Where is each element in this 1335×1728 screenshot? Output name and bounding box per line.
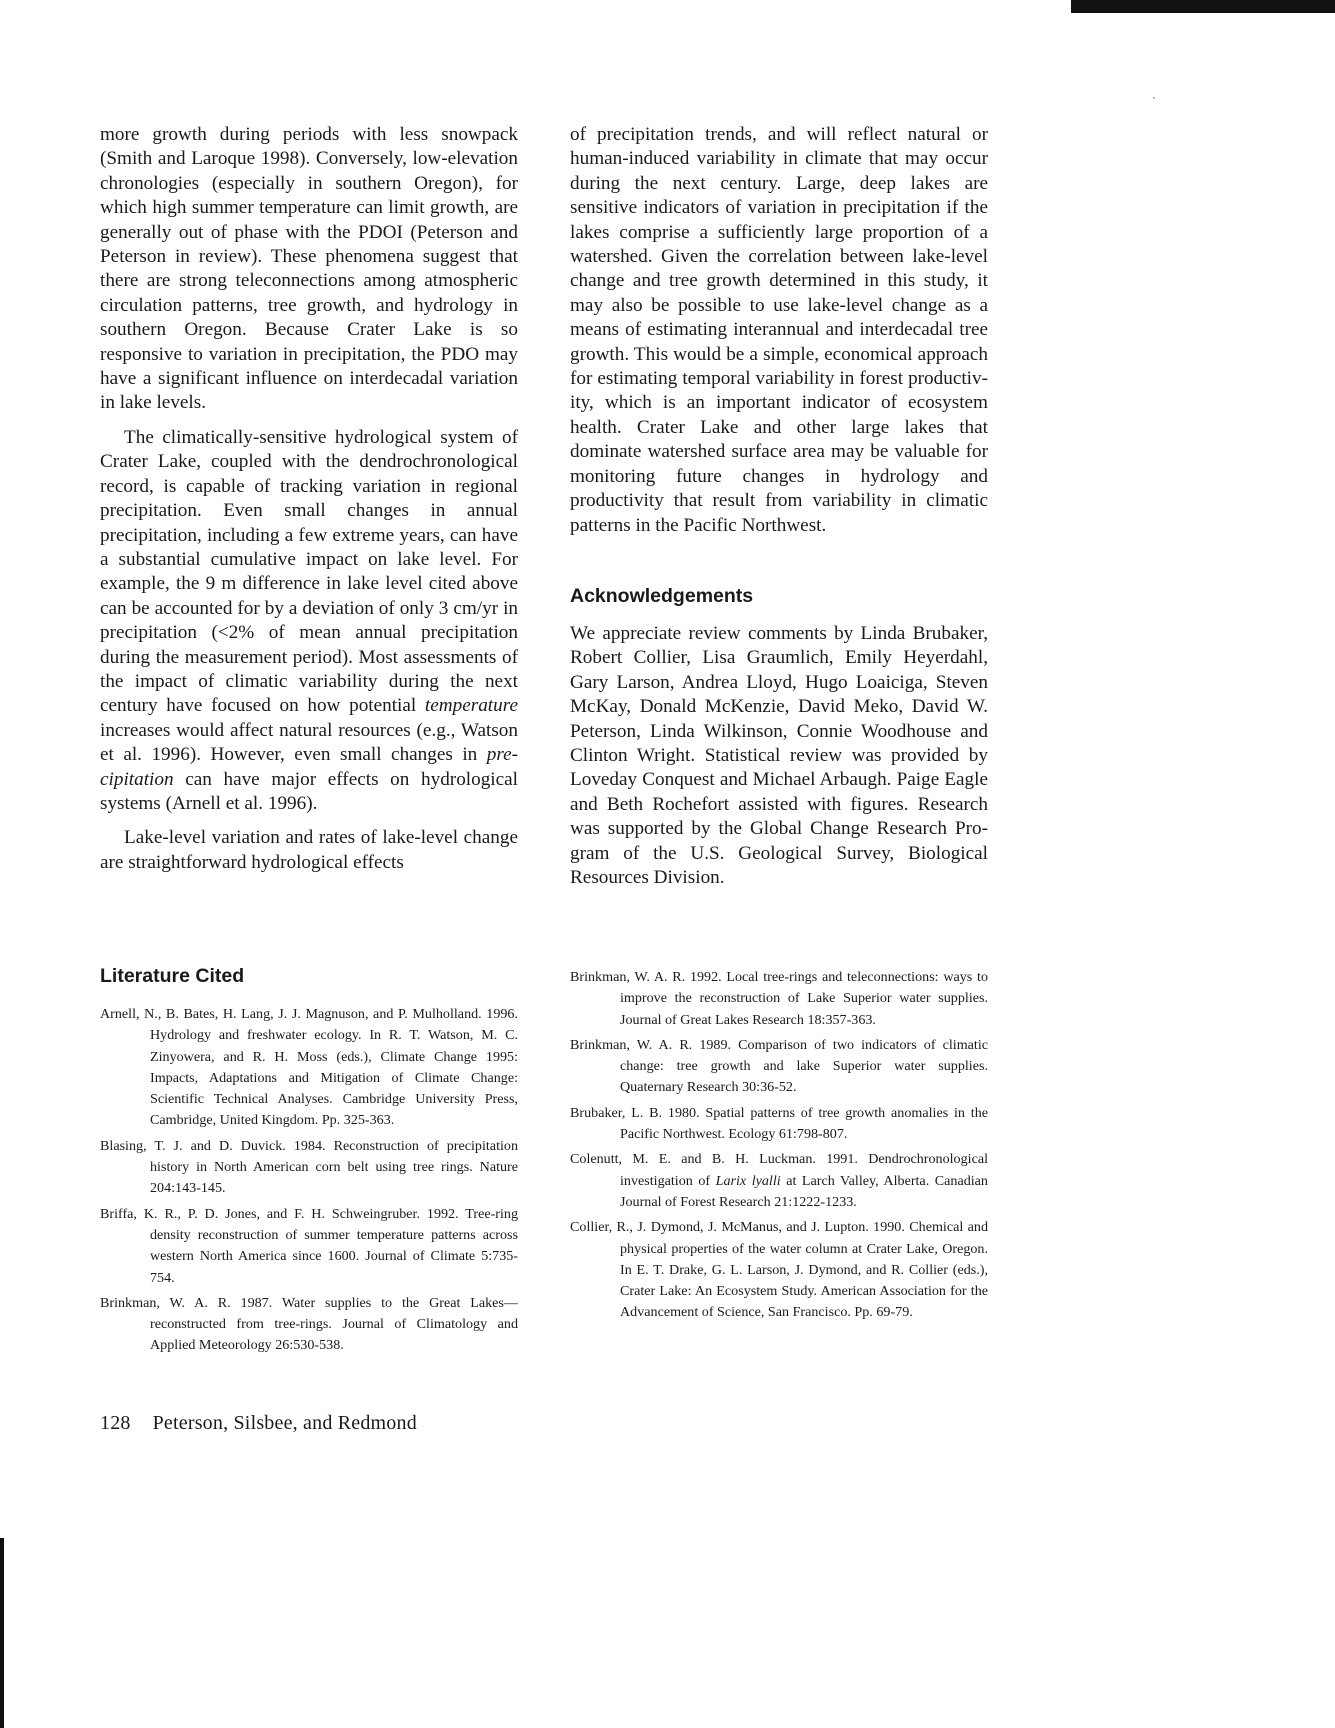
- reference-item: Brinkman, W. A. R. 1992. Local tree-rings and teleconnections: ways to improve the reconstruction of Lake Superior water supplies. Journal of Great Lakes Research 18:357-363.: [570, 969, 988, 1028]
- paragraph-text: increases would affect natural resources (e.g., Watson et al. 1996). However, even small changes in: [100, 719, 518, 766]
- scan-edge-left: [0, 1538, 4, 1728]
- literature-cited-heading: Literature Cited: [100, 965, 245, 987]
- italic-species: Larix lyalli: [715, 1172, 781, 1189]
- page-number: 128: [100, 1412, 131, 1434]
- reference-text: Colenutt, M. E. and B. H. Luckman. 1991. Dendrochronological investigation of: [570, 1151, 988, 1189]
- reference-text: at Larch Valley, Alberta. Canadian Journal of Forest Research 21:1222-1233.: [620, 1172, 988, 1210]
- page-footer: [100, 1412, 417, 1435]
- reference-item: Brinkman, W. A. R. 1989. Comparison of two indicators of climatic change: tree growth and lake Superior water supplies. Quaternary Research 30:36-52.: [570, 1036, 988, 1096]
- acknowledgements-text: We appreciate review comments by Linda Brubaker, Robert Collier, Lisa Graumlich, Emily Heyerdahl, Gary Larson, Andrea Lloyd, Hugo Loaiciga, Steven McKay, Donald McKenzie, David Meko, David W. Peterson, Linda Wilkinson, Connie Woodhouse and Clinton Wright. Statistical review was provided by Loveday Conquest and Michael Arbaugh. Paige Eagle and Beth Rochefort assisted with figures. Research was supported by the Global Change Research Program of the U.S. Geological Survey, Biological Resources Division.: [570, 623, 988, 889]
- reference-item: Briffa, K. R., P. D. Jones, and F. H. Schweingruber. 1992. Tree-ring density reconstruction of summer temperature patterns across western North America since 1600. Journal of Climate 5:735-754.: [100, 1205, 518, 1286]
- reference-item: Blasing, T. J. and D. Duvick. 1984. Reconstruction of precipitation history in North American corn belt using tree rings. Nature 204:143-145.: [100, 1137, 518, 1197]
- paragraph: of precipitation trends, and will reflect natural or human-induced variability in climate that may occur during the next century. Large, deep lakes are sensitive indicators of variation in precipitation if the lakes comprise a sufficiently large proportion of a watershed. Given the correlation between lake-level change and tree growth determined in this study, it may also be possible to use lake-level change as a means of estimating interannual and interdecadal tree growth. This would be a simple, economical approach for estimating temporal variability in forest productivity, which is an important indicator of ecosystem health. Crater Lake and other large lakes that dominate watershed surface area may be valuable for monitoring future changes in hydrology and productivity that result from variability in climatic patterns in the Pacific Northwest.: [570, 124, 988, 536]
- italic-term: precipitation: [100, 744, 518, 790]
- reference-item: Collier, R., J. Dymond, J. McManus, and J. Lupton. 1990. Chemical and physical properties of the water column at Crater Lake, Oregon. In E. T. Drake, G. L. Larson, J. Dymond, and R. Collier (eds.), Crater Lake: An Ecosystem Study. American Association for the Advancement of Science, San Francisco. Pp. 69-79.: [570, 1219, 988, 1321]
- reference-item: Arnell, N., B. Bates, H. Lang, J. J. Magnuson, and P. Mulholland. 1996. Hydrology and freshwater ecology. In R. T. Watson, M. C. Zinyowera, and R. H. Moss (eds.), Climate Change 1995: Impacts, Adaptations and Mitigation of Climate Change: Scientific Technical Analyses. Cambridge University Press, Cambridge, United Kingdom. Pp. 325-363.: [100, 1006, 518, 1129]
- running-authors: Peterson, Silsbee, and Redmond: [152, 1412, 417, 1434]
- right-column-body: [570, 123, 988, 548]
- scan-edge-top: [1071, 0, 1335, 13]
- scan-speck: [1153, 97, 1155, 99]
- paragraph: more growth during periods with less snowpack (Smith and Laroque 1998). Conversely, low-elevation chronologies (especially in southern Oregon), for which high summer temperature can limit growth, are generally out of phase with the PDOI (Peterson and Peterson in review). These phenomena suggest that there are strong teleconnections among atmospheric circulation patterns, tree growth, and hydrology in southern Oregon. Because Crater Lake is so responsive to variation in precipitation, the PDO may have a significant influence on interdecadal variation in lake levels.: [100, 124, 518, 414]
- paragraph-text: The climatically-sensitive hydrological system of Crater Lake, coupled with the dendrochronological record, is capable of tracking variation in regional precipitation. Even small changes in annual precipitation, including a few extreme years, can have a substantial cumulative impact on lake level. For example, the 9 m difference in lake level cited above can be accounted for by a deviation of only 3 cm/yr in precipitation (<2% of mean annual precipitation during the measurement period). Most assessments of the impact of climatic variability during the next century have focused on how potential: [100, 426, 518, 717]
- reference-item: [570, 1149, 988, 1213]
- italic-term: temperature: [424, 695, 518, 717]
- paragraph-text: can have major effects on hydrological systems (Arnell et al. 1996).: [100, 768, 518, 814]
- reference-item: Brubaker, L. B. 1980. Spatial patterns of tree growth anomalies in the Pacific Northwest. Ecology 61:798-807.: [570, 1104, 988, 1143]
- reference-item: Brinkman, W. A. R. 1987. Water supplies to the Great Lakes—reconstructed from tree-rings. Journal of Climatology and Applied Meteorology 26:530-538.: [100, 1294, 518, 1354]
- acknowledgements-heading: Acknowledgements: [570, 585, 754, 607]
- references-left: [100, 1004, 518, 1361]
- left-column-body: [100, 123, 518, 885]
- references-right: [570, 967, 988, 1328]
- paragraph: [100, 426, 518, 817]
- paragraph: Lake-level variation and rates of lake-level change are straightforward hydrological effects: [100, 827, 518, 873]
